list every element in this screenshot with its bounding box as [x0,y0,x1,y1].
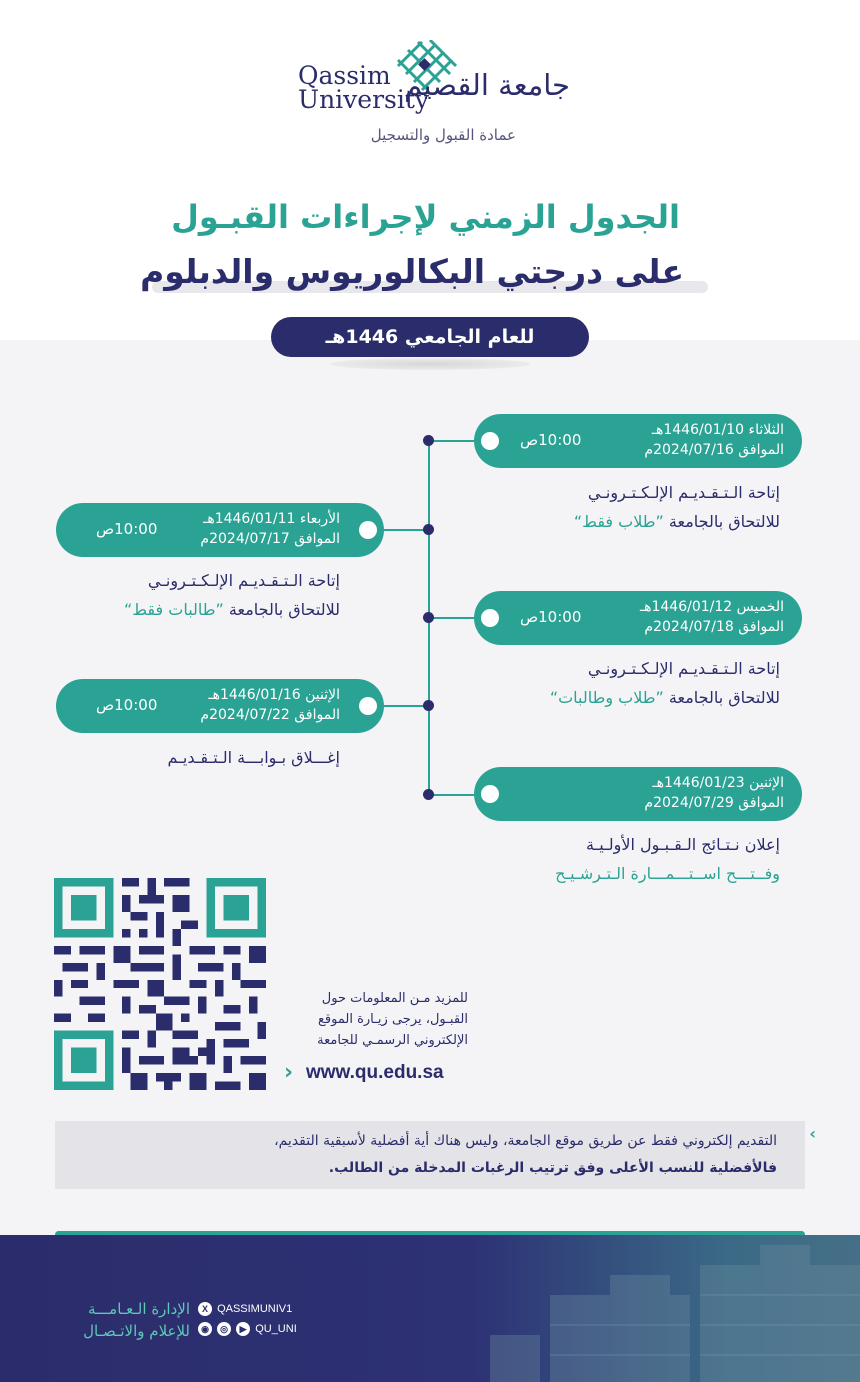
timeline-node [423,524,434,535]
info-line: الإلكتروني الرسمـي للجامعة [317,1033,468,1048]
event-gregorian: الموافق 2024/07/16م [644,442,784,458]
event-audience: ”طلاب وطالبات“ [549,688,664,707]
event-audience: ”طالبات فقط“ [123,600,224,619]
info-line: للمزيد مـن المعلومات حول [321,991,468,1006]
page-subtitle: على درجتي البكالوريوس والدبلوم [140,252,684,291]
event-gregorian: الموافق 2024/07/22م [200,707,340,723]
pill-dot [359,697,377,715]
event-description-4 [168,743,340,772]
youtube-icon[interactable]: ▶ [236,1322,250,1336]
event-time: 10:00ص [520,431,582,449]
event-line: إتاحة الـتـقـديـم الإلـكـتـرونـي [587,483,780,502]
event-line [124,595,340,624]
badge-shadow [330,358,530,370]
academic-year-badge: للعام الجامعي 1446هـ [271,317,589,357]
event-line: إتاحة الـتـقـديـم الإلـكـتـرونـي [147,571,340,590]
qr-code[interactable] [54,878,266,1090]
chevron-left-icon: ‹ [809,1124,816,1143]
event-date-pill-3 [474,591,802,645]
timeline-branch [429,617,477,619]
campus-buildings-image [460,1235,860,1382]
logo-en-line1: Qassim [298,61,391,90]
event-gregorian: الموافق 2024/07/29م [644,795,784,811]
deanship-name: عمادة القبول والتسجيل [370,126,516,144]
logo-arabic: جامعة القصيم [404,68,570,102]
event-day: الثلاثاء 1446/01/10هـ [651,422,784,438]
event-time: 10:00ص [520,608,582,626]
notice-line-2: فالأفضلية للنسب الأعلى وفق ترتيب الرغبات المدخلة من الطالب. [328,1160,777,1176]
pill-dot [481,609,499,627]
event-date-pill-2 [56,503,384,557]
social-other-handle[interactable]: QU_UNI [255,1323,297,1335]
notice-box [55,1121,805,1189]
social-x-handle[interactable]: QASSIMUNIV1 [217,1303,293,1315]
pill-dot [359,521,377,539]
event-line: إغـــلاق بـوابـــة الـتـقـديـم [167,748,340,767]
event-gregorian: الموافق 2024/07/18م [644,619,784,635]
social-x[interactable] [198,1300,292,1318]
footer-admin-line1: الإدارة الـعـامـــة [87,1300,190,1318]
event-date-pill-1 [474,414,802,468]
page-title: الجدول الزمني لإجراءات القبـول [171,198,680,236]
event-line: وفــتـــح اســتـــمـــارة الـتـرشـيـح [555,864,780,883]
timeline-branch [429,440,477,442]
timeline-node [423,435,434,446]
event-audience: ”طلاب فقط“ [573,512,664,531]
pill-dot [481,432,499,450]
event-line-prefix: للالتحاق بالجامعة [228,600,340,619]
pill-dot [481,785,499,803]
timeline-node [423,612,434,623]
social-others[interactable] [198,1320,297,1338]
event-line-prefix: للالتحاق بالجامعة [668,688,780,707]
event-line-prefix: للالتحاق بالجامعة [668,512,780,531]
event-time: 10:00ص [96,696,158,714]
more-info-text [280,988,468,1051]
event-day: الأربعاء 1446/01/11هـ [203,511,340,527]
event-gregorian: الموافق 2024/07/17م [200,531,340,547]
event-date-pill-5 [474,767,802,821]
timeline-node [423,789,434,800]
website-link[interactable] [284,1060,484,1088]
website-url[interactable]: www.qu.edu.sa [306,1062,444,1083]
timeline-branch [382,705,429,707]
timeline-branch [382,529,429,531]
event-line [574,507,780,536]
event-day: الإثنين 1446/01/16هـ [208,687,340,703]
snapchat-icon[interactable]: ◉ [198,1322,212,1336]
event-line: إعلان نـتـائج الـقـبـول الأولـيـة [585,835,780,854]
event-day: الخميس 1446/01/12هـ [640,599,784,615]
event-time: 10:00ص [96,520,158,538]
info-line: القبـول، يرجى زيـارة الموقع [318,1012,468,1027]
event-description-2 [124,566,340,624]
chevron-right-icon: › [284,1060,294,1085]
event-description-1 [574,478,780,536]
event-date-pill-4 [56,679,384,733]
footer [0,1235,860,1382]
event-day: الإثنين 1446/01/23هـ [652,775,784,791]
timeline-node [423,700,434,711]
event-description-3 [550,654,780,712]
x-icon[interactable]: X [198,1302,212,1316]
event-line: إتاحة الـتـقـديـم الإلـكـتـرونـي [587,659,780,678]
event-line [550,683,780,712]
timeline-branch [429,794,477,796]
notice-line-1: التقديم إلكتروني فقط عن طريق موقع الجامعة، وليس هناك أية أفضلية لأسبقية التقديم، [274,1133,777,1149]
instagram-icon[interactable]: ◎ [217,1322,231,1336]
event-description-5 [555,830,780,888]
logo-en-line2: University [298,85,430,114]
footer-admin-line2: للإعلام والاتـصـال [83,1322,190,1340]
